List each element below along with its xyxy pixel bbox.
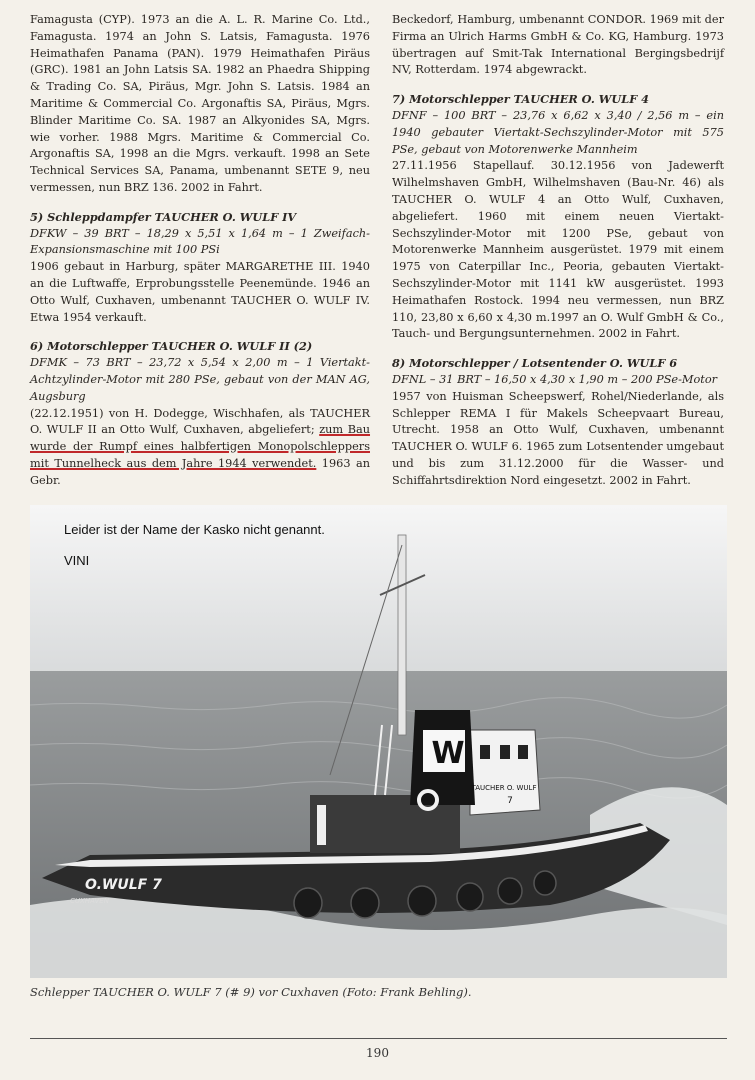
wheelhouse-name: TAUCHER O. WULF: [471, 784, 537, 792]
entry-6-text-b: 1963 an Gebr.: [30, 456, 370, 487]
entry-6-text: [30, 406, 370, 490]
wheelhouse: [470, 730, 540, 815]
hull-port: CUXHAVEN: [70, 897, 109, 905]
photo-caption: Schlepper TAUCHER O. WULF 7 (# 9) vor Cuxhaven (Foto: Frank Behling).: [30, 985, 472, 999]
entry-8-title: 8) Motorschlepper / Lotsentender O. WULF 6: [392, 356, 678, 371]
tugboat-illustration: [30, 505, 727, 978]
crew-member: [317, 805, 326, 845]
left-column: [30, 12, 370, 490]
mast: [398, 535, 406, 735]
funnel-letter: W: [431, 736, 465, 771]
entry-6-underlined-text: zum Bau wurde der Rumpf eines halbfertigen Monopolschleppers mit Tunnelheck aus dem Jahre 1944 verwendet.: [30, 423, 371, 470]
entry-7: [392, 91, 724, 343]
entry-8-spec: DFNL – 31 BRT – 16,50 x 4,30 x 1,90 m – 200 PSe-Motor: [392, 372, 718, 386]
entry-8-text: 1957 von Huisman Scheepswerf, Rohel/Niederlande, als Schlepper REMA I für Makels Scheepvaart Bureau, Utrecht. 1958 an Otto Wulf, Cuxhaven, umbenannt TAUCHER O. WULF 6. 1965 zum Lotsentender umgebaut und bis zum 31.12.2000 für die Wasser- und Schiffahrtsdirektion Nord eingesetzt. 2002 in Fahrt.: [392, 389, 724, 487]
entry-6-spec: DFMK – 73 BRT – 23,72 x 5,54 x 2,00 m – 1 Viertakt-Achtzylinder-Motor mit 280 PSe, gebaut von der MAN AG, Augsburg: [30, 356, 370, 403]
entry-6: [30, 338, 370, 489]
photo-note-line-2: VINI: [64, 553, 90, 568]
entry-5-title: 5) Schleppdampfer TAUCHER O. WULF IV: [30, 209, 297, 224]
footer-rule: [30, 1038, 727, 1039]
entry-5-spec: DFKW – 39 BRT – 18,29 x 5,51 x 1,64 m – 1 Zweifach-Expansionsmaschine mit 100 PSi: [30, 226, 370, 257]
wheelhouse-number: 7: [507, 796, 513, 806]
left-intro-paragraph: Famagusta (CYP). 1973 an die A. L. R. Marine Co. Ltd., Famagusta. 1974 an John S. Latsis, Famagusta. 1976 Heimathafen Panama (PAN). 1979 Heimathafen Piräus (GRC). 1981 an John Latsis SA. 1982 an Phaedra Shipping & Trading Co. SA, Piräus, Mgr. John S. Latsis. 1984 an Maritime & Commercial Co. Argonaftis SA, Piräus, Mgrs. Blinder Maritime Co. SA. 1987 an Alkyonides SA, Mgrs. wie vorher. 1988 Mgrs. Maritime & Commercial Co. Argonaftis SA, 1998 an die Mgrs. verkauft. 1998 an Sete Technical Services SA, Panama, umbenannt SETE 9, neu vermessen, nun BRZ 136. 2002 in Fahrt.: [30, 13, 370, 194]
wheelhouse-window: [480, 745, 490, 759]
entry-8: [392, 355, 724, 489]
entry-6-title: 6) Motorschlepper TAUCHER O. WULF II (2): [30, 339, 313, 354]
right-intro-paragraph: Beckedorf, Hamburg, umbenannt CONDOR. 1969 mit der Firma an Ulrich Harms GmbH & Co. KG, Hamburg. 1973 übertragen auf Smit-Tak International Bergingsbedrijf NV, Rotterdam. 1974 abgewrackt.: [392, 13, 724, 77]
wheelhouse-window: [518, 745, 528, 759]
hull-name: O.WULF 7: [85, 877, 162, 893]
page-number: 190: [366, 1046, 389, 1060]
wheelhouse-window: [500, 745, 510, 759]
entry-5: [30, 209, 370, 327]
entry-7-text: 27.11.1956 Stapellauf. 30.12.1956 von Jadewerft Wilhelmshaven GmbH, Wilhelmshaven (Bau-Nr. 46) als TAUCHER O. WULF 4 an Otto Wulf, Cuxhaven, abgeliefert. 1960 mit einem neuen Viertakt-Sechszylinder-Motor mit 1200 PSe, gebaut von Motorenwerke Mannheim ausgerüstet. 1979 mit einem 1975 von Caterpillar Inc., Peoria, gebauten Viertakt-Sechszylinder-Motor mit 1141 kW ausgerüstet. 1993 Heimathafen Rostock. 1994 neu vermessen, nun BRZ 110, 23,80 x 6,60 x 4,30 m.1997 an O. Wulf GmbH & Co., Tauch- und Bergungsunternehmen. 2002 in Fahrt.: [392, 159, 724, 341]
photo-note-line-1: Leider ist der Name der Kasko nicht genannt.: [64, 522, 325, 537]
entry-7-title: 7) Motorschlepper TAUCHER O. WULF 4: [392, 92, 650, 107]
entry-6-text-a: (22.12.1951) von H. Dodegge, Wischhafen, als TAUCHER O. WULF II an Otto Wulf, Cuxhaven, abgeliefert;: [30, 406, 370, 437]
tugboat-photo: [30, 505, 727, 978]
entry-5-text: 1906 gebaut in Harburg, später MARGARETHE III. 1940 an die Luftwaffe, Erprobungsstelle Peenemünde. 1946 an Otto Wulf, Cuxhaven, umbenannt TAUCHER O. WULF IV. Etwa 1954 verkauft.: [30, 260, 370, 324]
entry-7-spec: DFNF – 100 BRT – 23,76 x 6,62 x 3,40 / 2,56 m – ein 1940 gebauter Viertakt-Sechszylinder-Motor mit 575 PSe, gebaut von Motorenwerke Mannheim: [392, 108, 724, 156]
right-column: [392, 12, 724, 490]
